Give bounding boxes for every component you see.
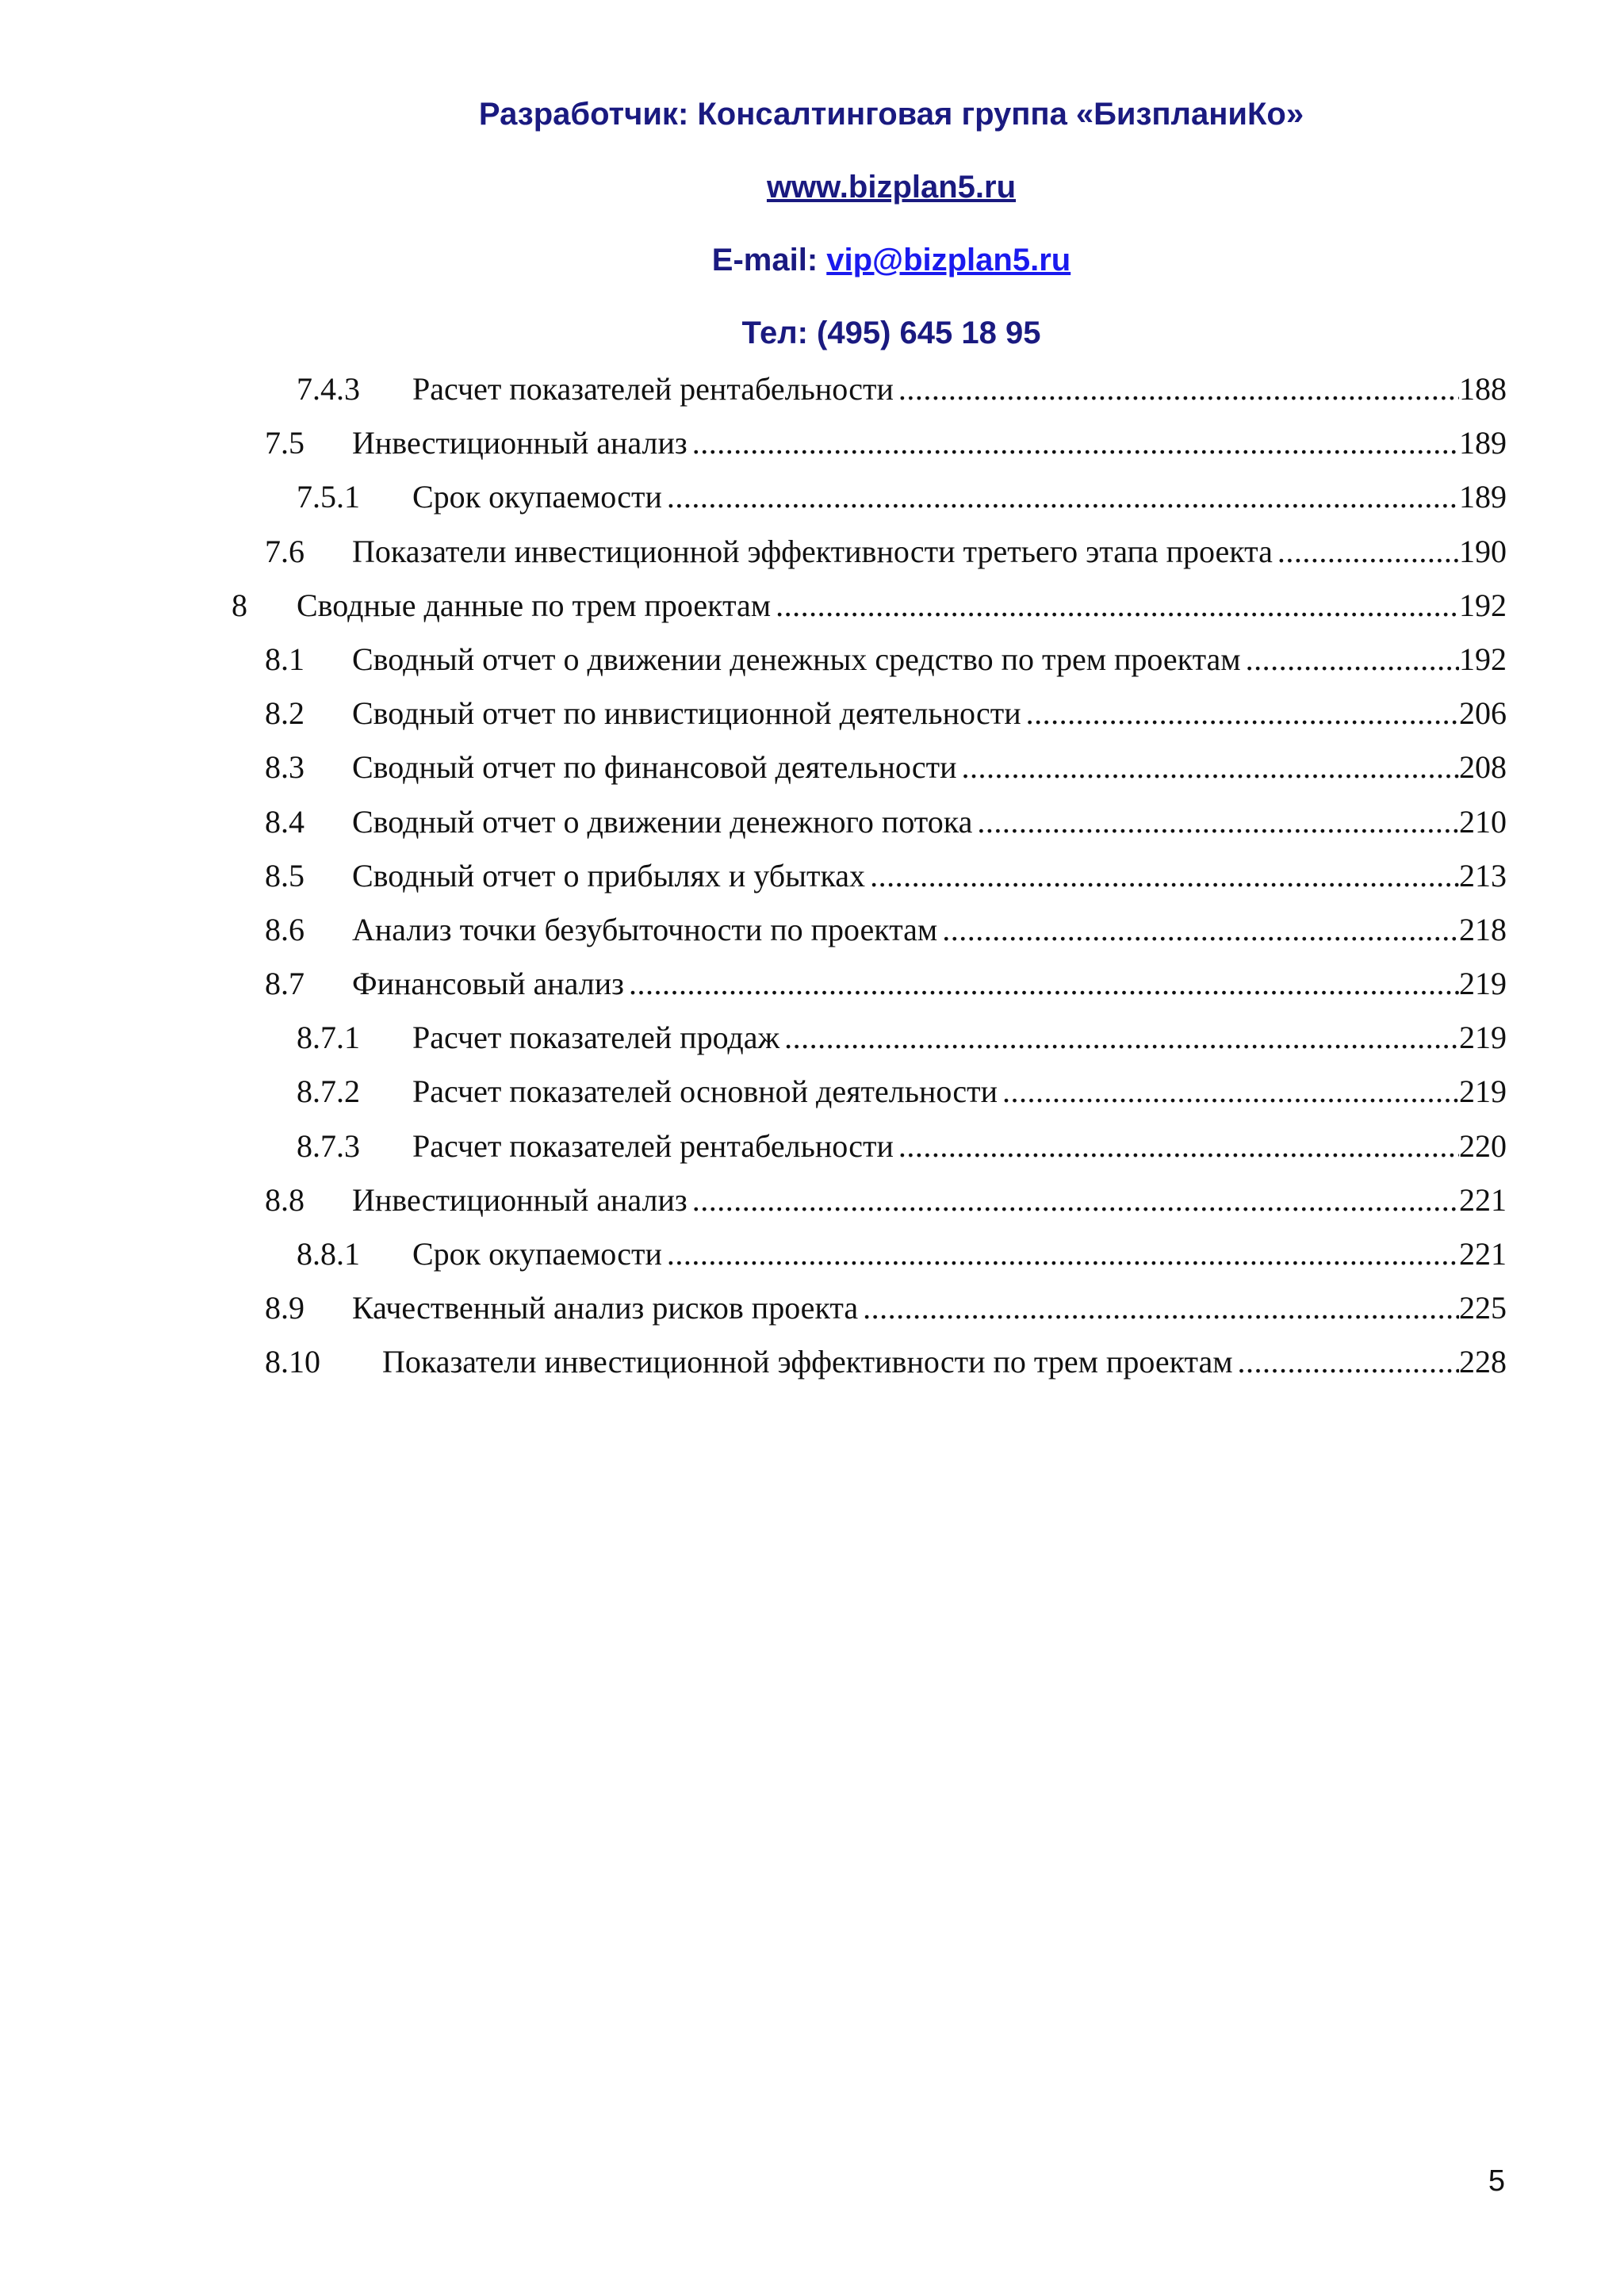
toc-entry-line	[352, 695, 1507, 732]
toc-entry-number: 8.7.3	[297, 1127, 360, 1164]
toc-entry-page: 218	[1459, 911, 1507, 947]
toc-entry[interactable]	[0, 371, 1624, 425]
toc-entry[interactable]	[0, 749, 1624, 803]
email-label: E-mail:	[711, 243, 827, 277]
toc-entry-title: Инвестиционный анализ	[352, 425, 688, 461]
toc-entry-line	[352, 858, 1507, 894]
dot-leader	[962, 749, 1459, 786]
toc-entry-title: Расчет показателей рентабельности	[412, 371, 894, 407]
toc-entry[interactable]	[0, 1290, 1624, 1344]
toc-entry-page: 190	[1459, 533, 1507, 569]
toc-entry-page: 192	[1459, 641, 1507, 677]
toc-entry-number: 8.5	[265, 857, 304, 894]
dot-leader	[977, 804, 1459, 840]
toc-entry-number: 7.6	[265, 533, 304, 569]
toc-entry-number: 8.6	[265, 911, 304, 947]
email-line	[0, 235, 1624, 308]
toc-entry-line	[352, 966, 1507, 1002]
toc-entry[interactable]	[0, 1128, 1624, 1182]
toc-entry-title: Расчет показателей продаж	[412, 1020, 780, 1056]
toc-entry-page: 210	[1459, 803, 1507, 840]
toc-entry-line	[412, 1020, 1507, 1056]
toc-entry-title: Сводные данные по трем проектам	[297, 587, 772, 623]
toc-entry[interactable]	[0, 858, 1624, 912]
toc-entry-line	[412, 1073, 1507, 1110]
toc-entry[interactable]	[0, 587, 1624, 641]
dot-leader	[667, 1236, 1459, 1272]
toc-entry[interactable]	[0, 912, 1624, 966]
phone-line: Тел: (495) 645 18 95	[741, 316, 1041, 350]
toc-entry-page: 228	[1459, 1344, 1507, 1380]
toc-entry-title: Сводный отчет о прибылях и убытках	[352, 857, 866, 894]
toc-entry-number: 8.8	[265, 1181, 304, 1218]
dot-leader	[1026, 695, 1459, 732]
toc-entry[interactable]	[0, 1236, 1624, 1290]
toc-entry-title: Сводный отчет о движении денежного потока	[352, 803, 973, 840]
toc-entry-title: Сводный отчет по финансовой деятельности	[352, 749, 957, 786]
toc-entry-page: 213	[1459, 857, 1507, 894]
toc-entry-line	[382, 1344, 1507, 1380]
toc-entry-title: Показатели инвестиционной эффективности третьего этапа проекта	[352, 533, 1273, 569]
toc-entry-title: Сводный отчет о движении денежных средство по трем проектам	[352, 641, 1241, 677]
toc-entry-title: Показатели инвестиционной эффективности по трем проектам	[382, 1344, 1233, 1380]
toc-entry-line	[352, 425, 1507, 461]
toc-entry-title: Сводный отчет по инвистиционной деятельности	[352, 695, 1021, 732]
toc-entry-title: Инвестиционный анализ	[352, 1181, 688, 1218]
toc-entry-title: Срок окупаемости	[412, 1236, 662, 1272]
dot-leader	[898, 371, 1459, 408]
dot-leader	[1238, 1344, 1459, 1380]
developer-line: Разработчик: Консалтинговая группа «БизпланиКо»	[478, 97, 1304, 132]
toc-entry[interactable]	[0, 641, 1624, 695]
email-link[interactable]: vip@bizplan5.ru	[826, 243, 1071, 277]
dot-leader	[898, 1128, 1459, 1165]
dot-leader	[870, 858, 1459, 894]
toc-entry-title: Срок окупаемости	[412, 479, 662, 515]
toc-entry-page: 188	[1459, 371, 1507, 407]
dot-leader	[692, 1182, 1459, 1219]
dot-leader	[1246, 641, 1459, 678]
toc-entry-page: 189	[1459, 425, 1507, 461]
developer-header	[0, 89, 1624, 381]
dot-leader	[629, 966, 1459, 1002]
toc-entry-page: 192	[1459, 587, 1507, 623]
toc-entry-page: 221	[1459, 1181, 1507, 1218]
toc-entry-page: 219	[1459, 1073, 1507, 1110]
toc-entry[interactable]	[0, 534, 1624, 587]
toc-entry[interactable]	[0, 425, 1624, 479]
toc-entry-line	[352, 534, 1507, 570]
toc-entry-number: 8.9	[265, 1290, 304, 1326]
toc-entry-number: 8.7.1	[297, 1020, 360, 1056]
toc-entry-number: 7.5.1	[297, 479, 360, 515]
toc-entry[interactable]	[0, 695, 1624, 749]
toc-entry-page: 221	[1459, 1236, 1507, 1272]
toc-entry[interactable]	[0, 1020, 1624, 1073]
toc-entry-number: 8.10	[265, 1344, 320, 1380]
toc-entry-page: 206	[1459, 695, 1507, 732]
toc-entry-line	[352, 912, 1507, 948]
dot-leader	[784, 1020, 1459, 1056]
toc-entry[interactable]	[0, 804, 1624, 858]
toc-entry-number: 8.8.1	[297, 1236, 360, 1272]
toc-entry-title: Качественный анализ рисков проекта	[352, 1290, 859, 1326]
website-line	[0, 162, 1624, 235]
dot-leader	[863, 1290, 1459, 1326]
toc-entry-number: 8.4	[265, 803, 304, 840]
toc-entry-page: 220	[1459, 1127, 1507, 1164]
toc-entry-line	[412, 1236, 1507, 1272]
toc-entry-number: 8.7.2	[297, 1073, 360, 1110]
toc-entry-number: 8	[232, 587, 247, 623]
dot-leader	[1277, 534, 1459, 570]
toc-entry-line	[412, 479, 1507, 515]
toc-entry-title: Расчет показателей основной деятельности	[412, 1073, 998, 1110]
toc-entry[interactable]	[0, 1344, 1624, 1398]
dot-leader	[1002, 1073, 1459, 1110]
toc-entry[interactable]	[0, 479, 1624, 533]
website-link[interactable]: www.bizplan5.ru	[766, 170, 1017, 205]
toc-entry-line	[412, 1128, 1507, 1165]
toc-entry-line	[352, 1290, 1507, 1326]
toc-entry-line	[297, 587, 1507, 624]
toc-entry-number: 7.5	[265, 425, 304, 461]
toc-entry-title: Финансовый анализ	[352, 966, 624, 1002]
toc-entry-number: 8.3	[265, 749, 304, 786]
toc-entry-page: 208	[1459, 749, 1507, 786]
toc-entry-title: Расчет показателей рентабельности	[412, 1127, 894, 1164]
table-of-contents	[0, 371, 1624, 1399]
toc-entry-title: Анализ точки безубыточности по проектам	[352, 911, 938, 947]
toc-entry-page: 225	[1459, 1290, 1507, 1326]
toc-entry[interactable]	[0, 1182, 1624, 1236]
toc-entry-line	[352, 749, 1507, 786]
dot-leader	[667, 479, 1459, 515]
dot-leader	[942, 912, 1459, 948]
toc-entry-line	[352, 804, 1507, 840]
dot-leader	[692, 425, 1459, 461]
toc-entry-page: 189	[1459, 479, 1507, 515]
page-number: 5	[1488, 2164, 1505, 2198]
toc-entry-number: 7.4.3	[297, 371, 360, 407]
toc-entry-number: 8.2	[265, 695, 304, 732]
toc-entry-line	[352, 641, 1507, 678]
toc-entry-page: 219	[1459, 1020, 1507, 1056]
toc-entry-number: 8.1	[265, 641, 304, 677]
toc-entry-number: 8.7	[265, 966, 304, 1002]
toc-entry-page: 219	[1459, 966, 1507, 1002]
toc-entry-line	[352, 1182, 1507, 1219]
toc-entry[interactable]	[0, 1073, 1624, 1127]
dot-leader	[776, 587, 1459, 624]
toc-entry[interactable]	[0, 966, 1624, 1020]
toc-entry-line	[412, 371, 1507, 408]
